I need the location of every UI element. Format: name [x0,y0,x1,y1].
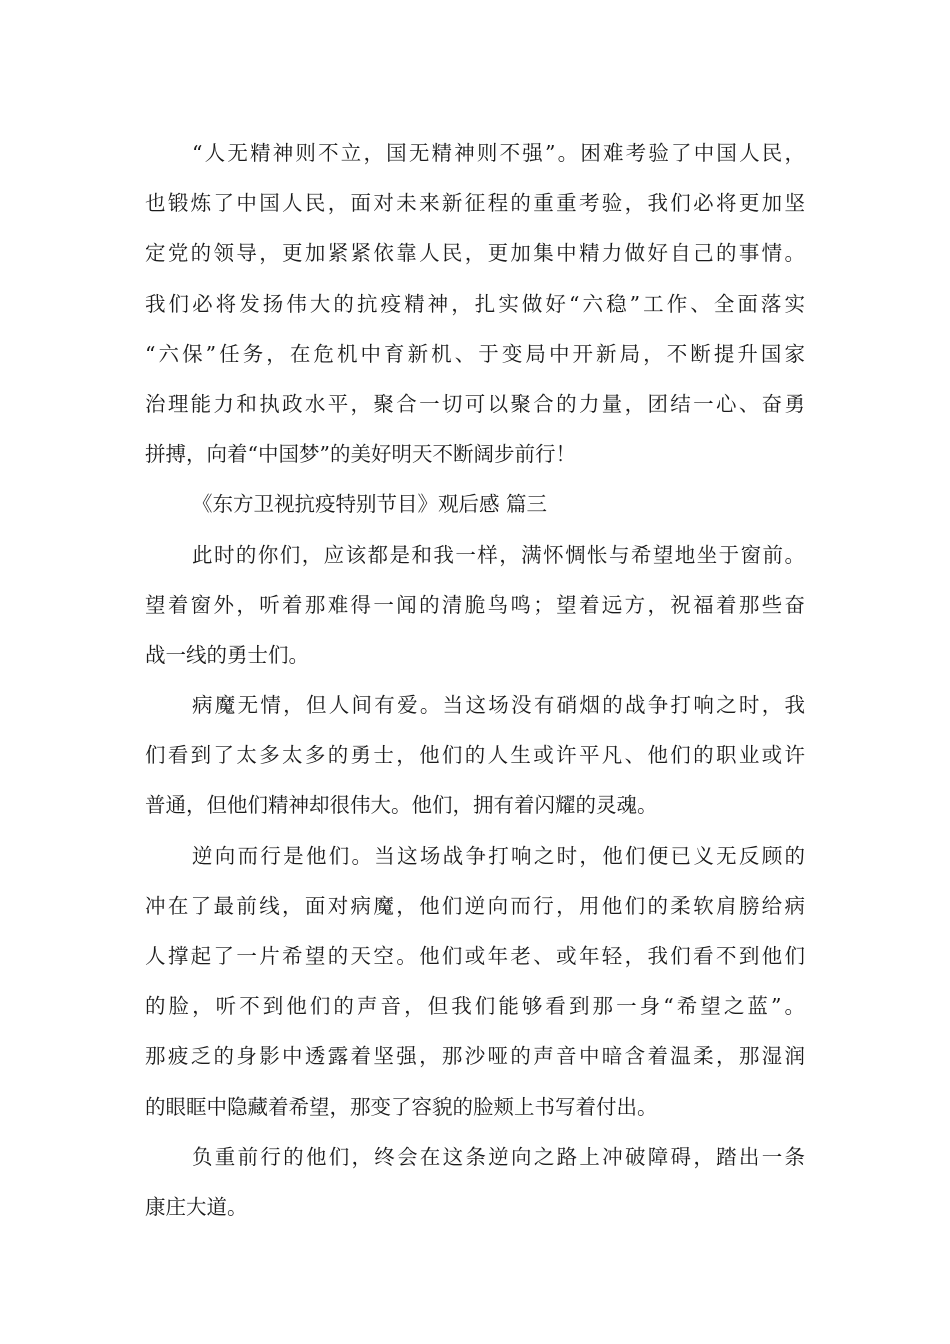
paragraph-line: 康庄大道。 [145,1194,248,1219]
paragraph-line: 的眼眶中隐藏着希望，那变了容貌的脸颊上书写着付出。 [145,1094,658,1119]
paragraph-line: 拼搏，向着“中国梦”的美好明天不断阔步前行！ [145,442,576,467]
section-heading: 《东方卫视抗疫特别节目》观后感 篇三 [192,492,548,517]
document-body [145,128,805,1232]
paragraph-line: “人无精神则不立，国无精神则不强”。困难考验了中国人民， [192,141,805,165]
paragraph-line: 望着窗外，听着那难得一闻的清脆鸟鸣；望着远方，祝福着那些奋 [145,592,805,617]
paragraph-line: 的脸，听不到他们的声音，但我们能够看到那一身“希望之蓝”。 [145,994,805,1019]
paragraph-line: 定党的领导，更加紧紧依靠人民，更加集中精力做好自己的事情。 [145,241,805,266]
paragraph-line: 冲在了最前线，面对病魔，他们逆向而行，用他们的柔软肩膀给病 [145,893,805,918]
paragraph-line: 我们必将发扬伟大的抗疫精神，扎实做好“六稳”工作、全面落实 [145,291,805,316]
paragraph-line: 也锻炼了中国人民，面对未来新征程的重重考验，我们必将更加坚 [145,191,805,216]
paragraph-line: 那疲乏的身影中透露着坚强，那沙哑的声音中暗含着温柔，那湿润 [145,1044,805,1069]
paragraph-line: 们看到了太多太多的勇士，他们的人生或许平凡、他们的职业或许 [145,743,805,768]
paragraph-line: 战一线的勇士们。 [145,642,309,667]
paragraph-line: 人撑起了一片希望的天空。他们或年老、或年轻，我们看不到他们 [145,944,805,968]
paragraph-line: 普通，但他们精神却很伟大。他们，拥有着闪耀的灵魂。 [145,793,658,818]
paragraph-line: “六保”任务，在危机中育新机、于变局中开新局，不断提升国家 [145,341,805,366]
paragraph-line: 治理能力和执政水平，聚合一切可以聚合的力量，团结一心、奋勇 [145,391,805,416]
paragraph-line: 负重前行的他们，终会在这条逆向之路上冲破障碍，踏出一条 [192,1144,805,1169]
paragraph-line: 此时的你们，应该都是和我一样，满怀惆怅与希望地坐于窗前。 [192,542,805,567]
paragraph-line: 逆向而行是他们。当这场战争打响之时，他们便已义无反顾的 [192,843,805,868]
paragraph-line: 病魔无情，但人间有爱。当这场没有硝烟的战争打响之时，我 [192,693,805,718]
